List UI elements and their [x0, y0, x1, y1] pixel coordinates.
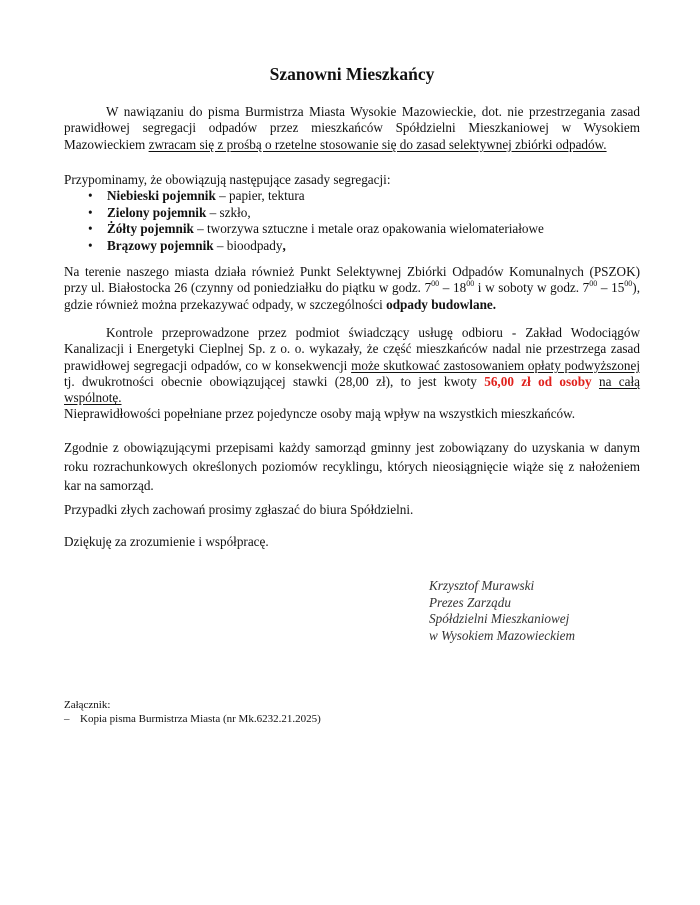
fee-amount-highlight: 56,00 zł od osoby — [484, 373, 592, 389]
bullet-icon: • — [88, 221, 93, 236]
signature-org-line1: Spółdzielni Mieszkaniowej — [429, 611, 570, 626]
rule-item-green — [64, 205, 640, 222]
rule-item-blue — [64, 188, 640, 205]
attachment-item — [64, 712, 321, 726]
bullet-icon: • — [88, 237, 93, 253]
time-superscript: 00 — [589, 279, 598, 289]
reminder-lead: Przypominamy, że obowiązują następujące zasady segregacji: — [64, 172, 391, 187]
time-superscript: 00 — [431, 279, 440, 289]
letter-title: Szanowni Mieszkańcy — [269, 64, 435, 84]
rule-container: Żółty pojemnik — [107, 221, 194, 236]
rule-item-brown — [64, 238, 640, 255]
rule-contents: – bioodpady — [213, 237, 283, 253]
space — [592, 374, 599, 389]
rule-trailing: , — [282, 237, 286, 253]
pszok-text: – 18 — [439, 280, 467, 296]
pszok-text: Na terenie naszego miasta działa również Punkt Selektywnej Zbiórki Odpadów Komunalnych (PSZOK) przy ul. Białostocka 26 (czynny od poniedziałku do piątku w godz. 7 — [64, 264, 640, 296]
pszok-text: – 15 — [597, 280, 625, 296]
controls-text: Kontrole przeprowadzone przez podmiot świadczący usługę odbioru - Zakład Wodociągów Kanalizacji i Energetyki Cieplnej Sp. z o. o. wykazały, że część mieszkańców nadal nie przestrzega zasad prawidłowej segregacji odpadów, co w konsekwencji — [64, 325, 640, 373]
attachment-item-text: Kopia pisma Burmistrza Miasta (nr Mk.6232.21.2025) — [80, 713, 321, 725]
signature-position: Prezes Zarządu — [429, 594, 511, 610]
pszok-bold-construction-waste: odpady budowlane. — [386, 296, 497, 312]
rule-item-yellow — [64, 221, 640, 238]
intro-text: W nawiązaniu do pisma Burmistrza Miasta Wysokie Mazowieckie, dot. nie przestrzegania zasad prawidłowej segregacji odpadów przez mieszkańców Spółdzielni Mieszkaniowej w Wysokiem Mazowieckiem — [64, 104, 640, 152]
intro-request-underlined: zwracam się z prośbą o rzetelne stosowanie się do zasad selektywnej zbiórki odpadów. — [148, 136, 607, 152]
pszok-paragraph — [64, 264, 640, 313]
intro-paragraph — [64, 104, 640, 153]
rule-contents: – szkło, — [206, 204, 251, 220]
signature-name: Krzysztof Murawski — [429, 578, 535, 593]
pszok-text: ), gdzie również można przekazywać odpady, w szczególności — [64, 280, 640, 312]
time-superscript: 00 — [624, 279, 633, 289]
signature-block — [429, 578, 575, 644]
signature-org-line2: w Wysokiem Mazowieckiem — [429, 627, 576, 643]
attachment-section — [64, 698, 321, 726]
regulations-paragraph: Zgodnie z obowiązującymi przepisami każdy samorząd gminny jest zobowiązany do uzyskania w danym roku rozrachunkowych określonych poziomów recyklingu, których nieosiągnięcie wiąże się z nałożeniem kar na samorząd. — [64, 440, 640, 493]
rule-container: Zielony pojemnik — [107, 204, 207, 220]
dash-icon: – — [64, 713, 70, 725]
pszok-text: i w soboty w godz. 7 — [474, 280, 590, 296]
irregularities-paragraph: Nieprawidłowości popełniane przez pojedyncze osoby mają wpływ na wszystkich mieszkańców. — [64, 406, 576, 421]
bullet-icon: • — [88, 204, 93, 220]
attachment-label: Załącznik: — [64, 699, 111, 711]
rule-container: Niebieski pojemnik — [107, 188, 216, 203]
time-superscript: 00 — [466, 279, 475, 289]
thanks-paragraph: Dziękuję za zrozumienie i współpracę. — [64, 534, 269, 549]
controls-underlined-community: na całą wspólnotę. — [64, 373, 640, 406]
segregation-rules-list — [64, 188, 640, 254]
rule-contents: – tworzywa sztuczne i metale oraz opakowania wielomateriałowe — [193, 221, 544, 236]
controls-paragraph — [64, 325, 640, 406]
rule-contents: – papier, tektura — [215, 188, 305, 203]
controls-text: tj. dwukrotności obecnie obowiązującej stawki (28,00 zł), to jest kwoty — [64, 373, 485, 389]
controls-underlined-fee: może skutkować zastosowaniem opłaty podwyższonej — [351, 357, 640, 373]
report-paragraph: Przypadki złych zachowań prosimy zgłaszać do biura Spółdzielni. — [64, 502, 414, 517]
bullet-icon: • — [88, 188, 93, 203]
rule-container: Brązowy pojemnik — [107, 237, 214, 253]
